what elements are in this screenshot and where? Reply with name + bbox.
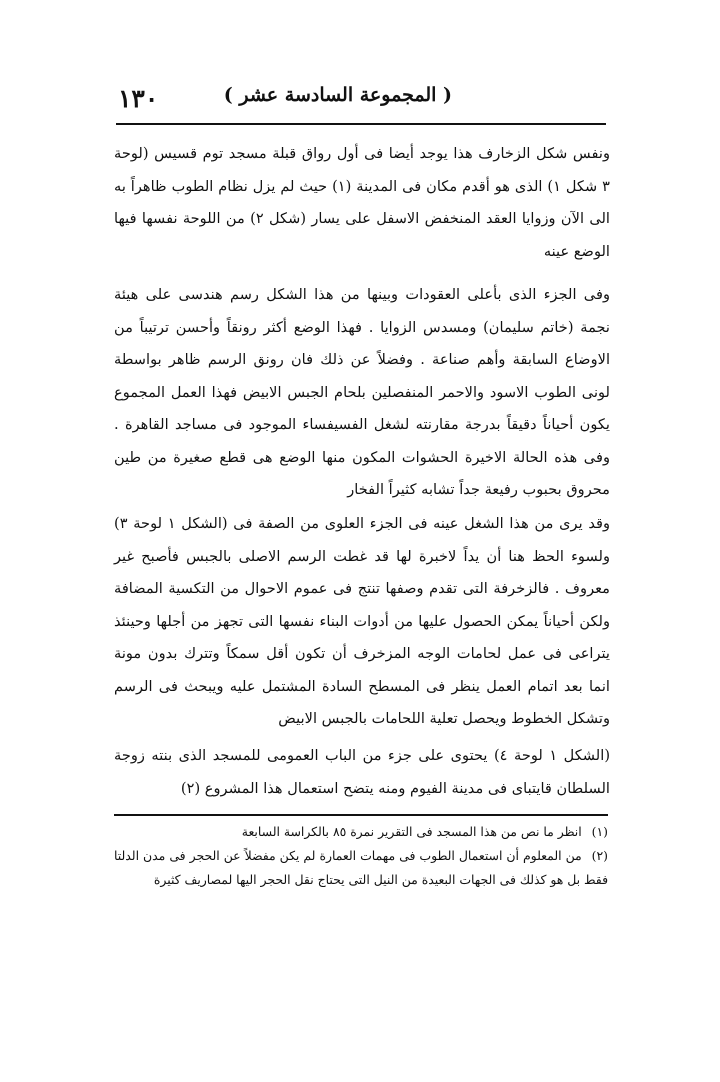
footnote-text: من المعلوم أن استعمال الطوب فى مهمات العمارة لم يكن مفضلاً عن الحجر فى مدن الدلتا فقط بل هو كذلك فى الجهات البعيدة من النيل التى يحتاج نقل الحجر اليها لمصاريف كثيرة bbox=[114, 848, 608, 887]
footnotes bbox=[114, 820, 608, 892]
footnote-1 bbox=[114, 820, 608, 844]
footnote-text: انظر ما نص من هذا المسجد فى التقرير نمرة ٨٥ بالكراسة السابعة bbox=[241, 824, 582, 839]
paragraph-3: وقد يرى من هذا الشغل عينه فى الجزء العلوى من الصفة فى (الشكل ١ لوحة ٣) ولسوء الحظ هنا أن يداً لاخبرة لها قد غطت الرسم الاصلى بالجبس فأصبح غير معروف . فالزخرفة التى تقدم وصفها تنتج فى عموم الاحوال من التكسية المضافة ولكن أحياناً يمكن الحصول عليها من أدوات البناء نفسها التى تجهز من أجلها وحينئذ يتراعى فى عمل لحامات الوجه المزخرف أن تكون أقل سمكاً وتترك بدون مونة انما بعد اتمام العمل ينظر فى المسطح السادة المشتمل عليه ويبحث فى الرسم وتشكل الخطوط ويحصل تعلية اللحامات بالجبس الابيض bbox=[114, 515, 611, 727]
running-title: ( المجموعة السادسة عشر ) bbox=[223, 84, 452, 106]
footnote-rule bbox=[114, 814, 608, 816]
header-rule bbox=[116, 123, 606, 125]
paragraph-1: ونفس شكل الزخارف هذا يوجد أيضا فى أول رواق قبلة مسجد توم قسيس (لوحة ٣ شكل ١) الذى هو أقدم مكان فى المدينة (١) حيث لم يزل نظام الطوب ظاهراً به الى الآن وزوايا العقد المنخفض الاسفل على يسار (شكل ٢) من اللوحة نفسها فيها الوضع عينه bbox=[114, 145, 610, 260]
paragraph-2: وفى الجزء الذى بأعلى العقودات وبينها من هذا الشكل رسم هندسى على هيئة نجمة (خاتم سليمان) ومسدس الزوايا . فهذا الوضع أكثر رونقاً وأحسن ترتيباً من الاوضاع السابقة وأهم صناعة . وفضلاً عن ذلك فان رونق الرسم ظاهر بواسطة لونى الطوب الاسود والاحمر المنفصلين بلحام الجبس الابيض فهذا العمل المجموع يكون أحياناً دقيقاً بدرجة مقارنته لشغل الفسيفساء الموجود فى مساجد القاهرة . وفى هذه الحالة الاخيرة الحشوات المكون منها الوضع هى قطع صغيرة من طين محروق بحبوب رفيعة جداً تشابه كثيراً الفخار bbox=[114, 286, 610, 498]
footnote-marker: (٢) bbox=[591, 848, 608, 863]
footnote-marker: (١) bbox=[591, 824, 608, 839]
footnote-2 bbox=[114, 844, 608, 892]
page-header bbox=[118, 82, 602, 118]
paragraph-4: (الشكل ١ لوحة ٤) يحتوى على جزء من الباب العمومى للمسجد الذى بنته زوجة السلطان قايتباى فى مدينة الفيوم ومنه يتضح استعمال هذا المشروع (٢) bbox=[114, 747, 611, 797]
page-number: ١٣٠ bbox=[118, 84, 159, 113]
